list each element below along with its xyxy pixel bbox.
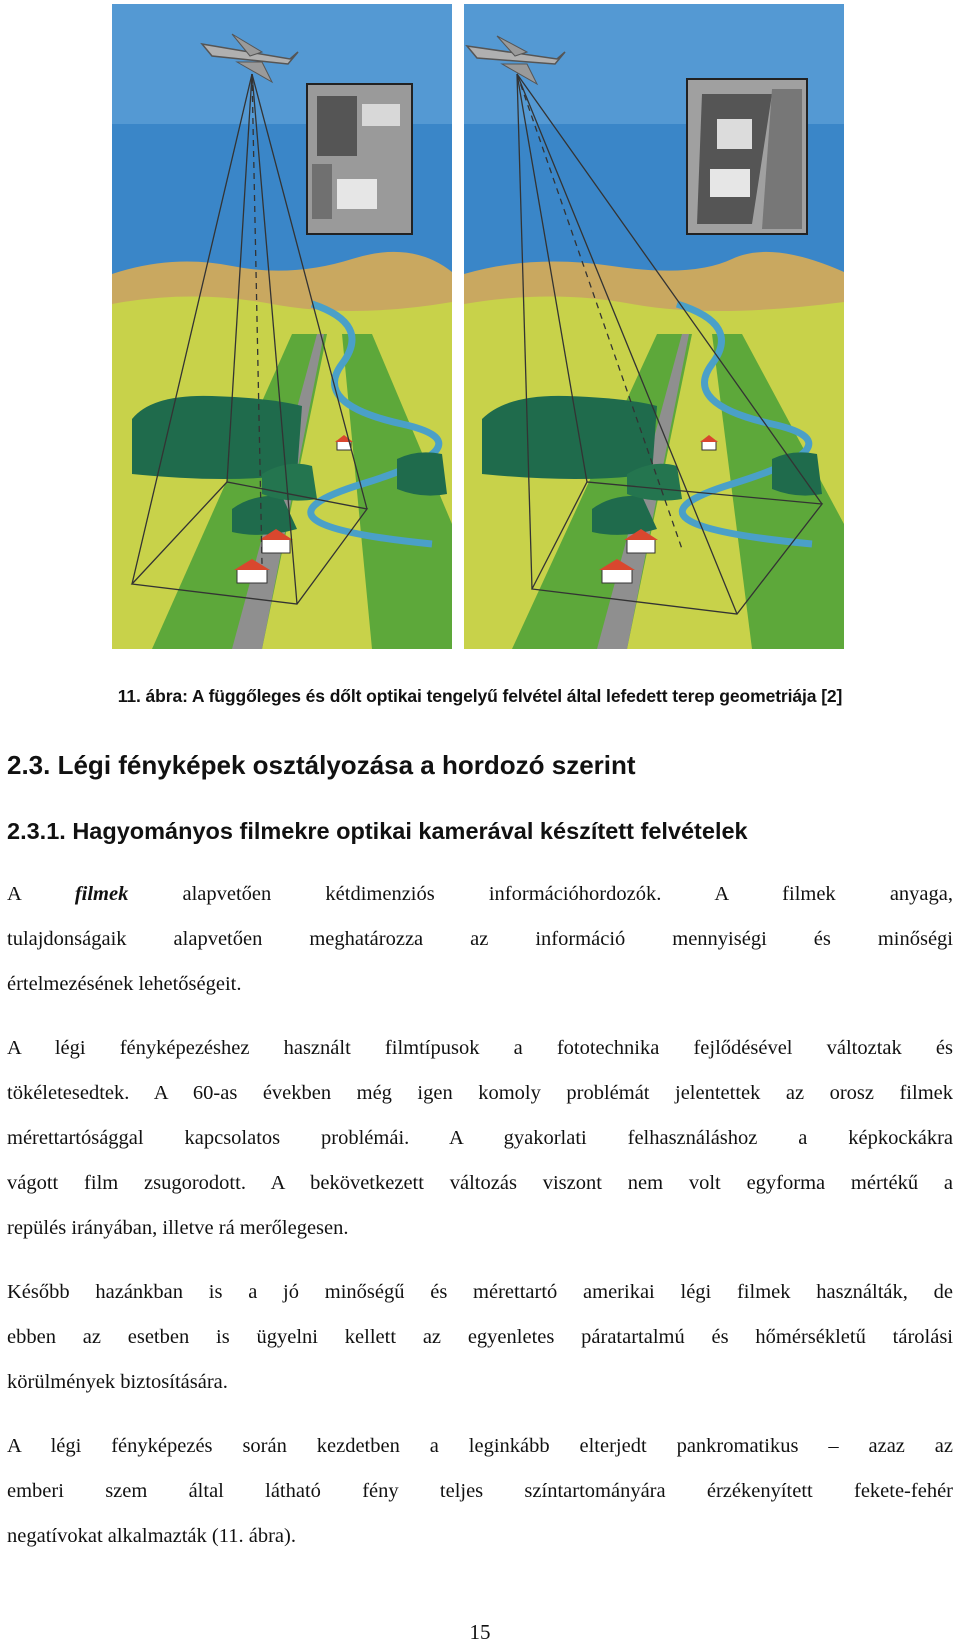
emphasis-filmek: filmek	[74, 883, 129, 905]
page-number: 15	[469, 1620, 491, 1644]
subsection-heading: 2.3.1. Hagyományos filmekre optikai kamerával készített felvételek	[7, 818, 748, 844]
paragraph-1-line-2: tulajdonságaik alapvetően meghatározza az információ mennyiségi és minőségi	[7, 928, 953, 950]
paragraph-2-line-4: vágott film zsugorodott. A bekövetkezett változás viszont nem volt egyforma mértékű a	[7, 1172, 953, 1194]
aerial-photo-geometry-figure	[112, 4, 844, 684]
left-panel-vertical	[112, 4, 452, 649]
paragraph-1	[7, 872, 953, 1007]
paragraph-3-line-3: körülmények biztosítására.	[7, 1371, 228, 1393]
paragraph-4-line-1: A légi fényképezés során kezdetben a leginkább elterjedt pankromatikus – azaz az	[7, 1435, 953, 1457]
paragraph-2	[7, 1026, 953, 1251]
paragraph-2-line-2: tökéletesedtek. A 60-as években még igen komoly problémát jelentettek az orosz filmek	[7, 1082, 953, 1104]
paragraph-3-line-2: ebben az esetben is ügyelni kellett az egyenletes páratartalmú és hőmérsékletű tárolási	[7, 1326, 953, 1348]
paragraph-3	[7, 1270, 953, 1405]
paragraph-4-line-3: negatívokat alkalmazták (11. ábra).	[7, 1525, 296, 1547]
figure-caption: 11. ábra: A függőleges és dőlt optikai tengelyű felvétel által lefedett terep geometriája [2]	[117, 686, 843, 706]
right-panel-oblique	[464, 4, 844, 649]
paragraph-1-line-1: A filmek alapvetően kétdimenziós információhordozók. A filmek anyaga,	[7, 883, 953, 905]
paragraph-3-line-1: Később hazánkban is a jó minőségű és mérettartó amerikai légi filmek használták, de	[7, 1281, 953, 1303]
section-heading: 2.3. Légi fényképek osztályozása a hordozó szerint	[7, 750, 636, 780]
figure-illustration	[112, 4, 844, 684]
paragraph-1-line-3: értelmezésének lehetőségeit.	[7, 973, 242, 995]
paragraph-4	[7, 1424, 953, 1559]
paragraph-4-line-2: emberi szem által látható fény teljes színtartományára érzékenyített fekete-fehér	[7, 1480, 953, 1502]
paragraph-2-line-5: repülés irányában, illetve rá merőlegesen.	[7, 1217, 349, 1239]
paragraph-2-line-3: mérettartósággal kapcsolatos problémái. A gyakorlati felhasználáshoz a képkockákra	[7, 1127, 953, 1149]
paragraph-2-line-1: A légi fényképezéshez használt filmtípusok a fototechnika fejlődésével változtak és	[7, 1037, 953, 1059]
